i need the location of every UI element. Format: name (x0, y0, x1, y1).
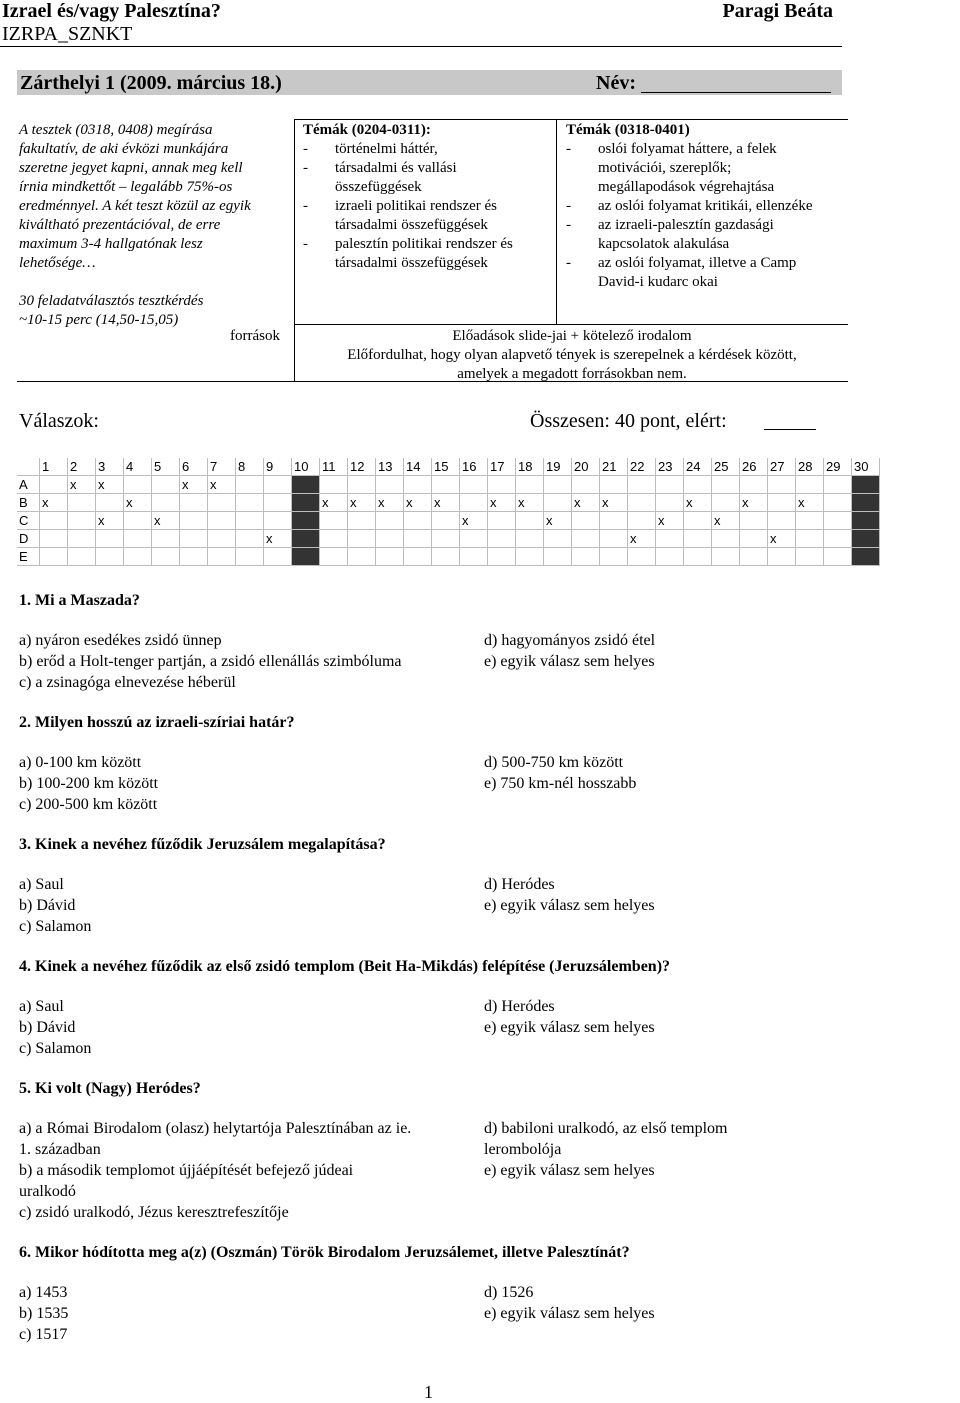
grid-cell[interactable] (768, 548, 796, 566)
grid-cell[interactable]: x (600, 494, 628, 512)
answer-option: e) egyik válasz sem helyes (484, 1162, 655, 1179)
question-title: 3. Kinek a nevéhez fűződik Jeruzsálem megalapítása? (19, 836, 386, 853)
grid-cell[interactable] (544, 476, 572, 494)
grid-cell[interactable] (600, 530, 628, 548)
grid-cell[interactable] (656, 476, 684, 494)
grid-cell[interactable] (460, 548, 488, 566)
grid-cell[interactable]: x (796, 494, 824, 512)
grid-cell[interactable] (236, 530, 264, 548)
grid-column-header: 28 (796, 458, 824, 476)
sources-text: Előadások slide-jai + kötelező irodalom Előfordulhat, hogy olyan alapvető tények is szerepelnek a kérdések között, amelyek a megadott forrásokban nem. (347, 328, 797, 382)
grid-column-header: 22 (628, 458, 656, 476)
header-rule (0, 46, 842, 47)
grid-cell[interactable] (208, 548, 236, 566)
grid-cell[interactable]: x (544, 512, 572, 530)
grid-row-label: B (17, 494, 40, 512)
question-block (19, 590, 939, 693)
grid-cell[interactable] (40, 512, 68, 530)
grid-cell[interactable] (264, 494, 292, 512)
question-title: 4. Kinek a nevéhez fűződik az első zsidó templom (Beit Ha-Mikdás) felépítése (Jeruzsálemben)? (19, 958, 671, 975)
grid-column-header: 6 (180, 458, 208, 476)
grid-cell[interactable] (348, 476, 376, 494)
grid-column-header: 8 (236, 458, 264, 476)
grid-cell[interactable] (740, 548, 768, 566)
grid-cell[interactable] (292, 494, 320, 512)
topics-second (566, 121, 846, 292)
grid-cell[interactable] (208, 512, 236, 530)
grid-cell[interactable]: x (740, 494, 768, 512)
grid-column-header: 1 (40, 458, 68, 476)
grid-cell[interactable] (96, 548, 124, 566)
grid-cell[interactable]: x (488, 494, 516, 512)
grid-cell[interactable] (236, 512, 264, 530)
grid-column-header: 7 (208, 458, 236, 476)
grid-row (17, 476, 880, 494)
grid-column-header: 20 (572, 458, 600, 476)
grid-cell[interactable] (572, 548, 600, 566)
answer-option: d) Heródes (484, 876, 555, 893)
grid-column-header: 11 (320, 458, 348, 476)
info-divider-mid (556, 119, 557, 324)
grid-cell[interactable]: x (348, 494, 376, 512)
grid-cell[interactable]: x (460, 512, 488, 530)
answer-option: lerombolója (484, 1141, 562, 1158)
grid-cell[interactable] (712, 476, 740, 494)
grid-cell[interactable]: x (404, 494, 432, 512)
grid-column-header: 5 (152, 458, 180, 476)
answer-option: a) Saul (19, 998, 64, 1015)
grid-cell[interactable] (40, 530, 68, 548)
grid-cell[interactable] (516, 512, 544, 530)
grid-cell[interactable] (712, 530, 740, 548)
grid-column-header: 12 (348, 458, 376, 476)
answer-option: b) 1535 (19, 1305, 69, 1322)
grid-cell[interactable] (544, 530, 572, 548)
right-item: - az oslói folyamat kritikái, ellenzéke (566, 198, 813, 214)
grid-row (17, 512, 880, 530)
answer-option: d) 1526 (484, 1284, 534, 1301)
answer-option: e) egyik válasz sem helyes (484, 1305, 655, 1322)
document-title: Izrael és/vagy Palesztína? (2, 0, 221, 22)
grid-cell[interactable] (404, 530, 432, 548)
grid-column-header: 29 (824, 458, 852, 476)
right-item: - oslói folyamat háttere, a felek (566, 141, 777, 157)
grid-cell[interactable] (572, 530, 600, 548)
grid-cell[interactable] (824, 476, 852, 494)
answer-option: d) babiloni uralkodó, az első templom (484, 1120, 728, 1137)
grid-cell[interactable]: x (684, 494, 712, 512)
grid-cell[interactable] (180, 530, 208, 548)
grid-cell[interactable] (740, 512, 768, 530)
grid-column-header: 21 (600, 458, 628, 476)
grid-cell[interactable] (404, 512, 432, 530)
grid-cell[interactable] (824, 530, 852, 548)
answer-option: c) Salamon (19, 918, 92, 935)
answer-option: b) erőd a Holt-tenger partján, a zsidó ellenállás szimbóluma (19, 653, 402, 670)
answer-option: d) 500-750 km között (484, 754, 624, 771)
grid-cell[interactable] (124, 548, 152, 566)
right-item: - az izraeli-palesztín gazdasági (566, 217, 774, 233)
grid-cell[interactable] (544, 548, 572, 566)
grid-cell[interactable] (488, 530, 516, 548)
grid-cell[interactable] (768, 476, 796, 494)
grid-cell[interactable] (740, 476, 768, 494)
grid-cell[interactable] (40, 548, 68, 566)
grid-cell[interactable] (124, 530, 152, 548)
grid-cell[interactable] (68, 530, 96, 548)
grid-cell[interactable] (572, 476, 600, 494)
question-title: 2. Milyen hosszú az izraeli-szíriai határ? (19, 714, 295, 731)
grid-cell[interactable] (600, 512, 628, 530)
grid-row (17, 494, 880, 512)
grid-cell[interactable] (348, 512, 376, 530)
answer-option: a) a Római Birodalom (olasz) helytartója Palesztínában az ie. (19, 1120, 412, 1137)
answer-option: d) hagyományos zsidó étel (484, 632, 656, 649)
info-left-text: A tesztek (0318, 0408) megírása fakultatív, de aki évközi munkájára szeretne jegyet kapni, annak meg kell írnia mindkettőt – legalább 75%-os eredménnyel. A két teszt közül az egyik kiváltható prezentációval, de erre maximum 3-4 hallgatónak lesz lehetősége… 30 feladatválasztós tesztkérdés ~10-15 perc (14,50-15,05) (19, 122, 251, 328)
grid-cell[interactable]: x (96, 476, 124, 494)
name-field-line[interactable] (641, 92, 831, 93)
grid-column-header: 10 (292, 458, 320, 476)
grid-cell[interactable] (600, 476, 628, 494)
grid-column-header: 15 (432, 458, 460, 476)
grid-cell[interactable] (628, 548, 656, 566)
grid-column-header: 3 (96, 458, 124, 476)
grid-cell[interactable] (628, 494, 656, 512)
sources-label: források (230, 328, 280, 344)
grid-column-header: 17 (488, 458, 516, 476)
grid-cell[interactable]: x (572, 494, 600, 512)
grid-cell[interactable] (320, 476, 348, 494)
grid-cell[interactable] (796, 530, 824, 548)
grid-cell[interactable] (628, 512, 656, 530)
grid-cell[interactable] (656, 530, 684, 548)
topics-second-title: Témák (0318-0401) (566, 122, 690, 138)
grid-cell[interactable] (320, 512, 348, 530)
answer-option: b) a második templomot újjáépítését befejező júdeai (19, 1162, 354, 1179)
grid-cell[interactable] (628, 476, 656, 494)
grid-cell[interactable]: x (628, 530, 656, 548)
question-title: 5. Ki volt (Nagy) Heródes? (19, 1080, 201, 1097)
grid-cell[interactable]: x (656, 512, 684, 530)
grid-column-header: 30 (852, 458, 880, 476)
answer-option: b) Dávid (19, 1019, 76, 1036)
answer-option: b) Dávid (19, 897, 76, 914)
grid-cell[interactable] (460, 494, 488, 512)
grid-cell[interactable] (572, 512, 600, 530)
grid-cell[interactable]: x (152, 512, 180, 530)
grid-cell[interactable] (264, 512, 292, 530)
grid-cell[interactable] (488, 512, 516, 530)
grid-column-header: 18 (516, 458, 544, 476)
grid-cell[interactable] (768, 494, 796, 512)
grid-cell[interactable] (292, 548, 320, 566)
answer-option: a) 0-100 km között (19, 754, 142, 771)
grid-cell[interactable] (236, 494, 264, 512)
grid-cell[interactable] (292, 476, 320, 494)
answer-option: d) Heródes (484, 998, 555, 1015)
grid-cell[interactable] (236, 548, 264, 566)
grid-cell[interactable] (460, 476, 488, 494)
mid-item: összefüggések (335, 179, 422, 195)
right-item: megállapodások végrehajtása (598, 179, 775, 195)
answers-label: Válaszok: (19, 410, 99, 432)
grid-cell[interactable] (684, 548, 712, 566)
grid-cell[interactable] (824, 512, 852, 530)
grid-cell[interactable] (68, 512, 96, 530)
info-divider-left (294, 119, 295, 381)
grid-cell[interactable] (712, 548, 740, 566)
grid-cell[interactable] (96, 530, 124, 548)
info-mid-rule (294, 324, 848, 325)
grid-cell[interactable] (180, 512, 208, 530)
grid-cell[interactable] (460, 530, 488, 548)
grid-row-label: D (17, 530, 40, 548)
answer-option: c) Salamon (19, 1040, 92, 1057)
grid-cell[interactable] (208, 494, 236, 512)
grid-cell[interactable] (208, 530, 236, 548)
question-block (19, 1078, 939, 1223)
grid-row-label: E (17, 548, 40, 566)
grid-cell[interactable] (824, 494, 852, 512)
grid-cell[interactable] (292, 512, 320, 530)
grid-cell[interactable] (124, 512, 152, 530)
grid-cell[interactable] (488, 476, 516, 494)
grid-cell[interactable] (180, 548, 208, 566)
grid-cell[interactable] (404, 548, 432, 566)
grid-row-label: C (17, 512, 40, 530)
grid-cell[interactable] (544, 494, 572, 512)
grid-cell[interactable] (376, 476, 404, 494)
grid-header-row (17, 458, 880, 476)
right-item: - az oslói folyamat, illetve a Camp (566, 255, 797, 271)
topics-first (303, 121, 553, 273)
right-item: David-i kudarc okai (598, 274, 718, 290)
grid-column-header: 9 (264, 458, 292, 476)
grid-cell[interactable] (320, 548, 348, 566)
grid-column-header: 25 (712, 458, 740, 476)
answer-grid (17, 458, 880, 566)
grid-cell[interactable] (40, 476, 68, 494)
grid-cell[interactable]: x (208, 476, 236, 494)
grid-cell[interactable] (152, 530, 180, 548)
grid-cell[interactable] (432, 476, 460, 494)
answer-option: e) 750 km-nél hosszabb (484, 775, 637, 792)
grid-cell[interactable] (824, 548, 852, 566)
question-block (19, 712, 939, 815)
grid-column-header: 23 (656, 458, 684, 476)
grid-row (17, 530, 880, 548)
grid-column-header: 24 (684, 458, 712, 476)
grid-cell[interactable] (152, 548, 180, 566)
grid-cell[interactable] (404, 476, 432, 494)
answer-option: c) zsidó uralkodó, Jézus keresztrefeszítője (19, 1204, 289, 1221)
grid-cell[interactable] (348, 548, 376, 566)
grid-cell[interactable]: x (124, 494, 152, 512)
grid-row (17, 548, 880, 566)
info-top-rule (294, 119, 848, 120)
grid-cell[interactable] (852, 476, 880, 494)
mid-item: - társadalmi és vallási (303, 160, 457, 176)
mid-item: társadalmi összefüggések (335, 217, 488, 233)
grid-cell[interactable] (348, 530, 376, 548)
grid-cell[interactable] (712, 494, 740, 512)
mid-item: - palesztín politikai rendszer és (303, 236, 513, 252)
grid-cell[interactable] (684, 530, 712, 548)
grid-column-header: 4 (124, 458, 152, 476)
grid-cell[interactable]: x (320, 494, 348, 512)
grid-cell[interactable] (320, 530, 348, 548)
grid-cell[interactable] (376, 530, 404, 548)
grid-cell[interactable] (488, 548, 516, 566)
grid-cell[interactable] (152, 494, 180, 512)
grid-cell[interactable] (236, 476, 264, 494)
grid-cell[interactable]: x (712, 512, 740, 530)
total-score: Összesen: 40 pont, elért: (530, 410, 727, 432)
grid-cell[interactable] (376, 548, 404, 566)
grid-cell[interactable]: x (516, 494, 544, 512)
grid-cell[interactable] (292, 530, 320, 548)
grid-cell[interactable] (852, 512, 880, 530)
answer-option: c) 200-500 km között (19, 796, 158, 813)
page-number: 1 (424, 1382, 433, 1402)
question-title: 1. Mi a Maszada? (19, 592, 140, 609)
answer-option: 1. században (19, 1141, 101, 1158)
grid-cell[interactable] (768, 512, 796, 530)
answer-option: a) nyáron esedékes zsidó ünnep (19, 632, 222, 649)
grid-cell[interactable] (264, 476, 292, 494)
right-item: kapcsolatok alakulása (598, 236, 730, 252)
grid-cell[interactable] (432, 512, 460, 530)
course-code: IZRPA_SZNKT (2, 23, 133, 45)
questions-section (19, 590, 939, 1364)
answer-option: c) a zsinagóga elnevezése héberül (19, 674, 236, 691)
answer-option: e) egyik válasz sem helyes (484, 897, 655, 914)
grid-cell[interactable] (180, 494, 208, 512)
grid-cell[interactable] (796, 512, 824, 530)
grid-cell[interactable] (852, 530, 880, 548)
answer-option: e) egyik válasz sem helyes (484, 653, 655, 670)
exam-title: Zárthelyi 1 (2009. március 18.) (20, 72, 282, 94)
grid-cell[interactable] (796, 476, 824, 494)
author-name: Paragi Beáta (722, 0, 833, 22)
answer-option: c) 1517 (19, 1326, 68, 1343)
answer-option: a) Saul (19, 876, 64, 893)
grid-cell[interactable] (96, 494, 124, 512)
mid-item: társadalmi összefüggések (335, 255, 488, 271)
mid-item: - történelmi háttér, (303, 141, 438, 157)
grid-cell[interactable] (432, 530, 460, 548)
grid-cell[interactable] (796, 548, 824, 566)
grid-cell[interactable] (516, 530, 544, 548)
grid-cell[interactable] (124, 476, 152, 494)
grid-cell[interactable] (740, 530, 768, 548)
grid-cell[interactable] (600, 548, 628, 566)
grid-cell[interactable] (432, 548, 460, 566)
topics-first-title: Témák (0204-0311): (303, 122, 431, 138)
grid-cell[interactable] (264, 548, 292, 566)
answer-option: uralkodó (19, 1183, 76, 1200)
grid-cell[interactable]: x (376, 494, 404, 512)
grid-cell[interactable]: x (96, 512, 124, 530)
grid-cell[interactable]: x (40, 494, 68, 512)
grid-column-header: 26 (740, 458, 768, 476)
grid-cell[interactable] (516, 548, 544, 566)
grid-cell[interactable]: x (264, 530, 292, 548)
grid-cell[interactable] (656, 494, 684, 512)
answer-option: a) 1453 (19, 1284, 68, 1301)
grid-row-label: A (17, 476, 40, 494)
grid-column-header: 19 (544, 458, 572, 476)
question-block (19, 834, 939, 937)
grid-column-header: 13 (376, 458, 404, 476)
grid-column-header: 27 (768, 458, 796, 476)
grid-cell[interactable] (852, 548, 880, 566)
mid-item: - izraeli politikai rendszer és (303, 198, 498, 214)
grid-cell[interactable] (684, 476, 712, 494)
grid-cell[interactable]: x (68, 476, 96, 494)
score-field-line[interactable] (764, 429, 816, 430)
grid-cell[interactable]: x (432, 494, 460, 512)
grid-cell[interactable] (376, 512, 404, 530)
grid-cell[interactable] (152, 476, 180, 494)
grid-cell[interactable] (684, 512, 712, 530)
answer-option: e) egyik válasz sem helyes (484, 1019, 655, 1036)
grid-cell[interactable] (656, 548, 684, 566)
grid-column-header: 14 (404, 458, 432, 476)
grid-cell[interactable] (516, 476, 544, 494)
right-item: motivációi, szereplők; (598, 160, 732, 176)
answer-option: b) 100-200 km között (19, 775, 159, 792)
grid-cell[interactable]: x (180, 476, 208, 494)
grid-column-header: 16 (460, 458, 488, 476)
grid-column-header: 2 (68, 458, 96, 476)
question-block (19, 1242, 939, 1345)
question-title: 6. Mikor hódította meg a(z) (Oszmán) Török Birodalom Jeruzsálemet, illetve Palesztínát? (19, 1244, 630, 1261)
grid-cell[interactable] (852, 494, 880, 512)
grid-cell[interactable]: x (768, 530, 796, 548)
question-block (19, 956, 939, 1059)
name-label: Név: (596, 72, 636, 94)
grid-cell[interactable] (68, 494, 96, 512)
grid-cell[interactable] (68, 548, 96, 566)
